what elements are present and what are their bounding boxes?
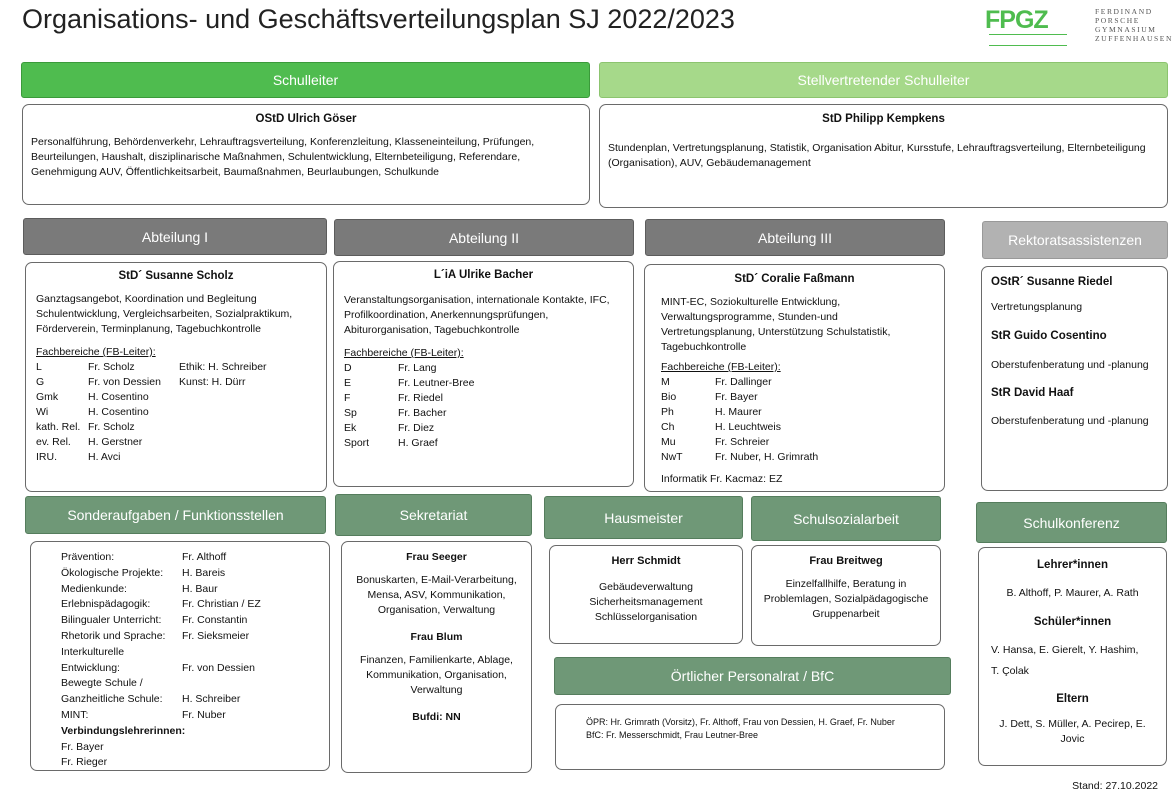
- abteilung1-name: StD´ Susanne Scholz: [118, 270, 234, 282]
- fb-row: IRU. H. Avci: [36, 451, 121, 463]
- rektorat-box: [981, 266, 1168, 491]
- hausmeister-task: Sicherheitsmanagement: [589, 596, 703, 608]
- sonder-row: Entwicklung: Fr. von Dessien: [61, 661, 255, 674]
- sonder-row: Bilingualer Unterricht: Fr. Constantin: [61, 614, 248, 627]
- sonder-row: Erlebnispädagogik: Fr. Christian / EZ: [61, 598, 261, 611]
- rektorat-task: Vertretungsplanung: [991, 301, 1083, 313]
- schulsozial-header: Schulsozialarbeit: [751, 496, 941, 541]
- schulsozial-box: [751, 545, 941, 646]
- fb-row: kath. Rel. Fr. Scholz: [36, 421, 135, 433]
- fb-row: Ch H. Leuchtweis: [661, 421, 781, 433]
- logo-lines: [989, 34, 1067, 46]
- logo-subtitle: FERDINAND PORSCHE GYMNASIUM ZUFFENHAUSEN: [1095, 7, 1173, 43]
- sonder-row: Rhetorik und Sprache: Fr. Sieksmeier: [61, 629, 250, 642]
- fb-row: G Fr. von Dessien: [36, 376, 161, 388]
- sonder-row: Interkulturelle: [61, 645, 125, 658]
- fb-row: Sport H. Graef: [344, 437, 438, 449]
- abteilung3-informatik: Informatik Fr. Kacmaz: EZ: [661, 473, 783, 485]
- konferenz-members: V. Hansa, E. Gierelt, Y. Hashim,: [991, 644, 1139, 656]
- konferenz-group: Lehrer*innen: [1037, 559, 1108, 571]
- schulkonferenz-header: Schulkonferenz: [976, 502, 1167, 543]
- sekretariat-box: [341, 541, 532, 773]
- abteilung3-box: [644, 264, 945, 492]
- schulleiter-box: [22, 104, 590, 205]
- sonder-list: [61, 550, 329, 724]
- abteilung1-fb-list: [36, 360, 316, 465]
- verbindungslehrer-item: Fr. Bayer: [61, 740, 104, 753]
- fb-row: E Fr. Leutner-Bree: [344, 377, 475, 389]
- sekretariat-tasks: Bonuskarten, E-Mail-Verarbeitung, Mensa, ASV, Kommunikation, Organisation, Verwaltung: [356, 574, 517, 616]
- hausmeister-box: [549, 545, 743, 644]
- hausmeister-task: Gebäudeverwaltung: [599, 581, 693, 593]
- abteilung2-tasks: Veranstaltungsorganisation, internationale Kontakte, IFC, Profilkoordination, Anerkennungsprüfungen, Abiturorganisation, Tagebuchkontrolle: [344, 294, 610, 336]
- abteilung3-fb-title: Fachbereiche (FB-Leiter):: [661, 361, 781, 373]
- fb-row: NwT Fr. Nuber, H. Grimrath: [661, 451, 819, 463]
- fb-row: ev. Rel. H. Gerstner: [36, 436, 143, 448]
- schulleiter-name: OStD Ulrich Göser: [255, 113, 357, 125]
- fb-row: D Fr. Lang: [344, 362, 437, 374]
- sekretariat-tasks: Finanzen, Familienkarte, Ablage, Kommunikation, Organisation, Verwaltung: [360, 654, 513, 696]
- bufdi: Bufdi: NN: [412, 711, 461, 723]
- stellvertreter-name: StD Philipp Kempkens: [822, 113, 945, 125]
- stellvertreter-box: [599, 104, 1168, 208]
- abteilung2-name: L´iA Ulrike Bacher: [433, 269, 534, 281]
- fb-row: Ph H. Maurer: [661, 406, 762, 418]
- abteilung2-box: [333, 261, 634, 487]
- abteilung3-fb-list: [661, 375, 928, 465]
- konferenz-group: Schüler*innen: [1033, 616, 1112, 628]
- stellvertreter-tasks: Stundenplan, Vertretungsplanung, Statistik, Organisation Abitur, Kursstufe, Lehrauftragsverteilung, Elternbeteiligung (Organisation), AUV, Gebäudemanagement: [608, 142, 1146, 169]
- sonder-row: Prävention: Fr. Althoff: [61, 551, 227, 563]
- abteilung1-fb-title: Fachbereiche (FB-Leiter):: [36, 346, 156, 358]
- sonder-header: Sonderaufgaben / Funktionsstellen: [25, 496, 326, 534]
- fb-row: Ek Fr. Diez: [344, 422, 435, 434]
- personalrat-header: Örtlicher Personalrat / BfC: [554, 657, 951, 695]
- sonder-row: Bewegte Schule /: [61, 677, 143, 690]
- bfc-text: BfC: Fr. Messerschmidt, Frau Leutner-Bree: [586, 730, 759, 740]
- fb-row: F Fr. Riedel: [344, 392, 443, 404]
- abteilung1-box: [25, 262, 327, 492]
- abteilung1-header: Abteilung I: [23, 218, 327, 255]
- abteilung3-tasks: MINT-EC, Soziokulturelle Entwicklung, Verwaltungsprogramme, Stunden-und Vertretungsplanung, Unterstützung Schulstatistik, Tagebuchkontrolle: [661, 296, 891, 353]
- schulkonferenz-box: [978, 547, 1167, 766]
- abteilung3-name: StD´ Coralie Faßmann: [734, 273, 855, 285]
- fb-row: Sp Fr. Bacher: [344, 407, 447, 419]
- sekretariat-person: Frau Seeger: [406, 551, 467, 563]
- abteilung2-fb-title: Fachbereiche (FB-Leiter):: [344, 347, 464, 359]
- schulleiter-header: Schulleiter: [21, 62, 590, 98]
- abteilung1-tasks: Ganztagsangebot, Koordination und Begleitung Schulentwicklung, Vergleichsarbeiten, Sozialpraktikum, Förderverein, Terminplanung, Tagebuchkontrolle: [36, 293, 293, 335]
- sonder-row: Ökologische Projekte: H. Bareis: [61, 566, 226, 579]
- konferenz-group: Eltern: [1056, 693, 1089, 705]
- rektorat-person: StR Guido Cosentino: [991, 330, 1107, 342]
- fb-row: L Fr. Scholz: [36, 361, 135, 373]
- sonder-row: MINT: Fr. Nuber: [61, 708, 226, 721]
- hausmeister-name: Herr Schmidt: [611, 555, 681, 567]
- konferenz-members: J. Dett, S. Müller, A. Pecirep, E. Jovic: [999, 718, 1146, 745]
- page-title: Organisations- und Geschäftsverteilungsplan SJ 2022/2023: [22, 4, 735, 34]
- rektorat-task: Oberstufenberatung und -planung: [991, 415, 1149, 427]
- sekretariat-person: Frau Blum: [410, 631, 463, 643]
- fb-row: Mu Fr. Schreier: [661, 436, 770, 448]
- sonder-row: Ganzheitliche Schule: H. Schreiber: [61, 693, 241, 706]
- konferenz-members: B. Althoff, P. Maurer, A. Rath: [1006, 587, 1139, 599]
- schulsozial-name: Frau Breitweg: [809, 555, 883, 567]
- fb-row: M Fr. Dallinger: [661, 376, 772, 388]
- schulleiter-tasks: Personalführung, Behördenverkehr, Lehrauftragsverteilung, Konferenzleitung, Klasseneinteilung, Prüfungen, Beurteilungen, Haushalt, disziplinarische Maßnahmen, Schulentwicklung, Elternbeteiligung, Referendare, Genehmigung AUV, Öffentlichkeitsarbeit, Baumaßnahmen, Beurlaubungen, Schulkunde: [31, 136, 535, 178]
- hausmeister-task: Schlüsselorganisation: [594, 611, 698, 623]
- sonder-row: Medienkunde: H. Baur: [61, 582, 218, 595]
- rektorat-task: Oberstufenberatung und -planung: [991, 359, 1149, 371]
- personalrat-box: [555, 704, 945, 770]
- sekretariat-header: Sekretariat: [335, 494, 532, 536]
- fb-row: Gmk H. Cosentino: [36, 391, 149, 403]
- abteilung1-fb-extra: Ethik: H. Schreiber Kunst: H. Dürr: [179, 361, 267, 388]
- abteilung3-header: Abteilung III: [645, 219, 945, 256]
- rektorat-person: StR David Haaf: [991, 387, 1074, 399]
- schulsozial-tasks: Einzelfallhilfe, Beratung in Problemlagen, Sozialpädagogische Gruppenarbeit: [763, 578, 929, 620]
- abteilung2-header: Abteilung II: [334, 219, 634, 256]
- oepr-text: ÖPR: Hr. Grimrath (Vorsitz), Fr. Althoff, Frau von Dessien, H. Graef, Fr. Nuber: [586, 717, 895, 727]
- logo-mark: FPGZ: [985, 6, 1048, 34]
- sonder-box: [30, 541, 330, 771]
- rektorat-header: Rektoratsassistenzen: [982, 221, 1168, 259]
- stand-date: Stand: 27.10.2022: [1072, 780, 1158, 792]
- verbindungslehrer-item: Fr. Rieger: [61, 756, 108, 769]
- school-logo: [985, 6, 1173, 46]
- abteilung2-fb-list: [344, 361, 623, 451]
- fb-row: Wi H. Cosentino: [36, 406, 149, 418]
- konferenz-members: T. Çolak: [991, 665, 1029, 677]
- rektorat-person: OStR´ Susanne Riedel: [991, 276, 1113, 288]
- hausmeister-header: Hausmeister: [544, 496, 743, 539]
- verbindungslehrer-title: Verbindungslehrerinnen:: [61, 724, 186, 737]
- fb-row: Bio Fr. Bayer: [661, 391, 758, 403]
- stellvertreter-header: Stellvertretender Schulleiter: [599, 62, 1168, 98]
